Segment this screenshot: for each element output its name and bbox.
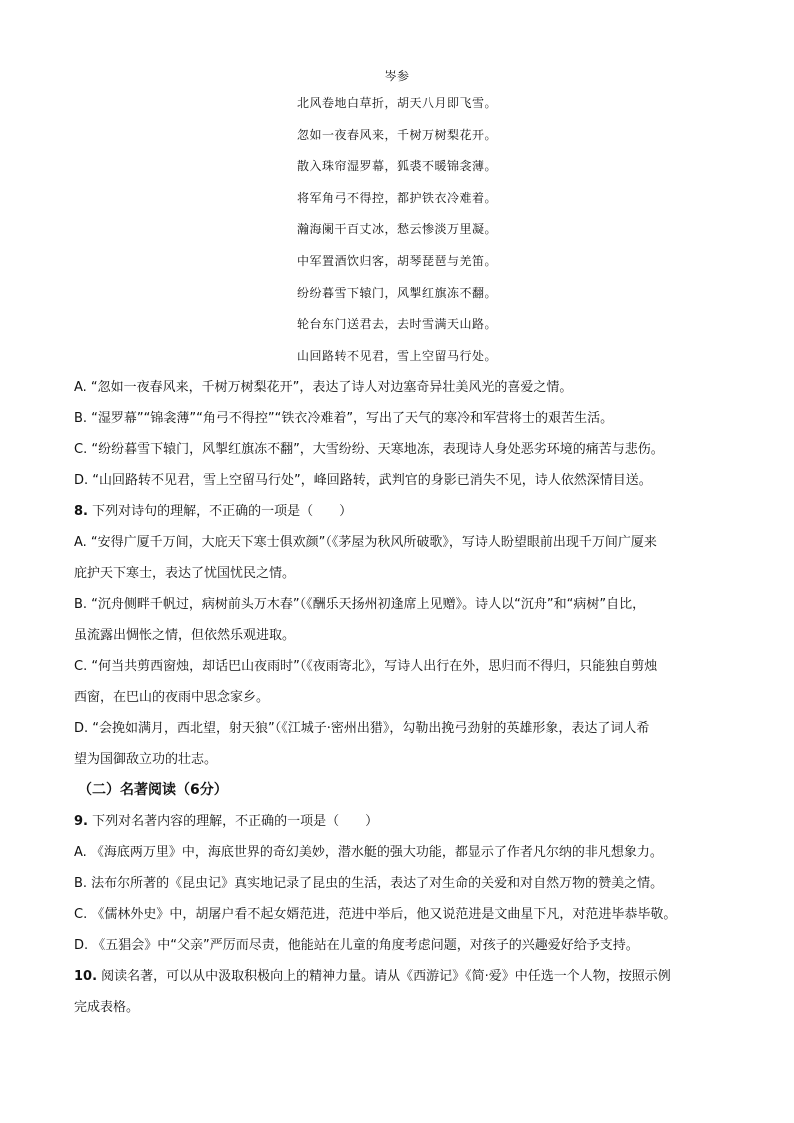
q7-option-b: B. “湿罗幕”“锦衾薄”“角弓不得控”“铁衣冷难着”，写出了天气的寒冷和军营将士的艰苦生活。	[74, 411, 614, 426]
poem-line: 散入珠帘湿罗幕，狐裘不暖锦衾薄。	[296, 159, 497, 174]
q8-option-c-cont: 西窗，在巴山的夜雨中思念家乡。	[74, 690, 270, 705]
q10-number: 10.	[74, 969, 98, 984]
q10-stem	[74, 961, 724, 992]
q8-option-b: B. “沉舟侧畔千帆过，病树前头万木春”（《酬乐天扬州初逢席上见赠》。诗人以“沉舟”和“病树”自比，	[74, 597, 646, 612]
q9-option-a: A. 《海底两万里》中，海底世界的奇幻美妙，潜水艇的强大功能，都显示了作者凡尔纳的非凡想象力。	[74, 845, 663, 860]
q7-option-c: C. “纷纷暮雪下辕门，风掣红旗冻不翻”，大雪纷纷、天寒地冻，表现诗人身处恶劣环境的痛苦与悲伤。	[74, 442, 664, 457]
poem-line: 北风卷地白草折，胡天八月即飞雪。	[296, 96, 497, 110]
q8-option-d-cont: 望为国御敌立功的壮志。	[74, 752, 218, 767]
poem-line: 纷纷暮雪下辕门，风掣红旗冻不翻。	[296, 285, 497, 300]
q7-option-d: D. “山回路转不见君，雪上空留马行处”，峰回路转，武判官的身影已消失不见，诗人依然深情目送。	[74, 473, 652, 488]
section-title: （二）名著阅读（6分）	[78, 782, 228, 798]
q8-option-a: A. “安得广厦千万间，大庇天下寒士俱欢颜”（《茅屋为秋风所破歌》，写诗人盼望眼前出现千万间广厦来	[74, 535, 657, 550]
q7-option-a: A. “忽如一夜春风来，千树万树梨花开”，表达了诗人对边塞奇异壮美风光的喜爱之情。	[74, 380, 573, 395]
q8-option-a-cont: 庇护天下寒士，表达了忧国忧民之情。	[74, 566, 296, 581]
q8-stem-text: 下列对诗句的理解，不正确的一项是（ ）	[92, 504, 353, 519]
q8-option-b-cont: 虽流露出惆怅之情，但依然乐观进取。	[74, 628, 296, 643]
q9-stem	[74, 806, 724, 837]
poem-line: 轮台东门送君去，去时雪满天山路。	[296, 317, 497, 332]
questions-body	[74, 372, 724, 1023]
q9-option-d: D. 《五猖会》中“父亲”严厉而尽责，他能站在儿童的角度考虑问题，对孩子的兴趣爱好给予支持。	[74, 938, 639, 953]
q8-number: 8.	[74, 504, 88, 519]
q9-option-c: C. 《儒林外史》中，胡屠户看不起女婿范进，范进中举后，他又说范进是文曲星下凡，对范进毕恭毕敬。	[74, 907, 677, 922]
q8-stem	[74, 496, 724, 527]
q10-stem-text: 阅读名著，可以从中汲取积极向上的精神力量。请从《西游记》《简·爱》中任选一个人物，按照示例	[101, 969, 671, 984]
q8-option-d: D. “会挽如满月，西北望，射天狼”（《江城子·密州出猎》，勾勒出挽弓劲射的英雄形象，表达了词人希	[74, 721, 650, 736]
poem-line: 瀚海阑干百丈冰，愁云惨淡万里凝。	[296, 222, 497, 237]
q9-option-b: B. 法布尔所著的《昆虫记》真实地记录了昆虫的生活，表达了对生命的关爱和对自然万物的赞美之情。	[74, 876, 664, 891]
poem-line: 忽如一夜春风来，千树万树梨花开。	[296, 127, 497, 142]
q10-stem-cont: 完成表格。	[74, 1000, 140, 1015]
poem-line: 中军置酒饮归客，胡琴琵琶与羌笛。	[296, 253, 497, 268]
poem-line: 将军角弓不得控，都护铁衣冷难着。	[296, 190, 497, 205]
q8-option-c: C. “何当共剪西窗烛，却话巴山夜雨时”（《夜雨寄北》，写诗人出行在外，思归而不得归，只能独自剪烛	[74, 659, 658, 674]
poem-author: 岑参	[384, 69, 410, 83]
q9-number: 9.	[74, 814, 88, 829]
poem-line: 山回路转不见君，雪上空留马行处。	[296, 348, 497, 363]
q9-stem-text: 下列对名著内容的理解，不正确的一项是（ ）	[92, 814, 379, 829]
poem-block	[0, 64, 794, 372]
